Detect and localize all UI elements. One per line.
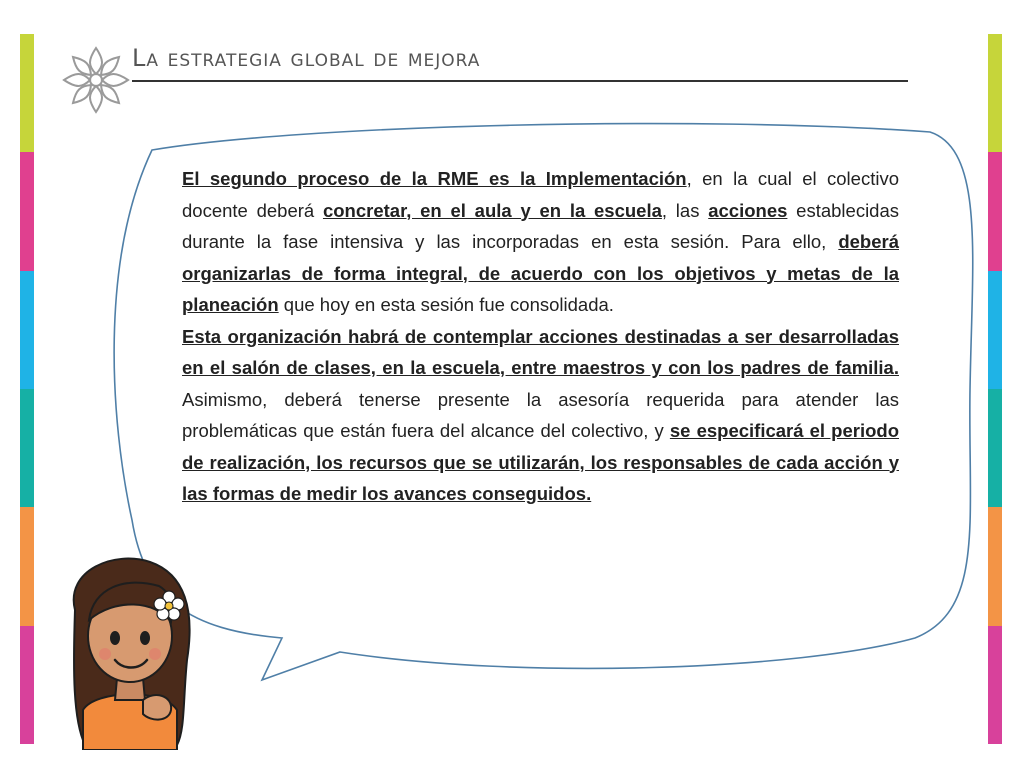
p1-span-4: , las	[661, 199, 709, 221]
paragraph-1	[182, 163, 899, 321]
body-text	[182, 163, 899, 510]
p1-span-2: , en la cual el colectivo docente deberá	[182, 168, 899, 221]
p1-span-5: acciones	[708, 199, 788, 221]
p2-span-1: Esta organización habrá de contemplar acciones destinadas a ser desarrolladas en el salón de clases, en la escuela, entre maestros y con los padres de familia.	[182, 325, 899, 378]
p1-span-3: concretar, en el aula y en la escuela	[322, 199, 662, 221]
p1-span-7: deberá organizarlas de forma integral, de acuerdo con los objetivos y metas de la planeación	[182, 231, 899, 315]
p1-span-8: que hoy en esta sesión fue consolidada.	[278, 294, 614, 315]
p1-span-1: El segundo proceso de la RME es la Implementación	[182, 168, 687, 189]
page-title: La estrategia global de mejora	[132, 44, 481, 72]
p1-span-6: establecidas durante la fase intensiva y las incorporadas en esta sesión. Para ello,	[182, 199, 900, 252]
p2-span-3: se especificará el periodo de realización, los recursos que se utilizarán, los responsables de cada acción y las formas de medir los avances conseguidos.	[182, 420, 899, 504]
paragraph-2	[182, 321, 899, 510]
girl-illustration	[55, 550, 205, 750]
p2-span-2: Asimismo, deberá tenerse presente la asesoría requerida para atender las problemáticas que están fuera del alcance del colectivo, y	[182, 388, 899, 441]
